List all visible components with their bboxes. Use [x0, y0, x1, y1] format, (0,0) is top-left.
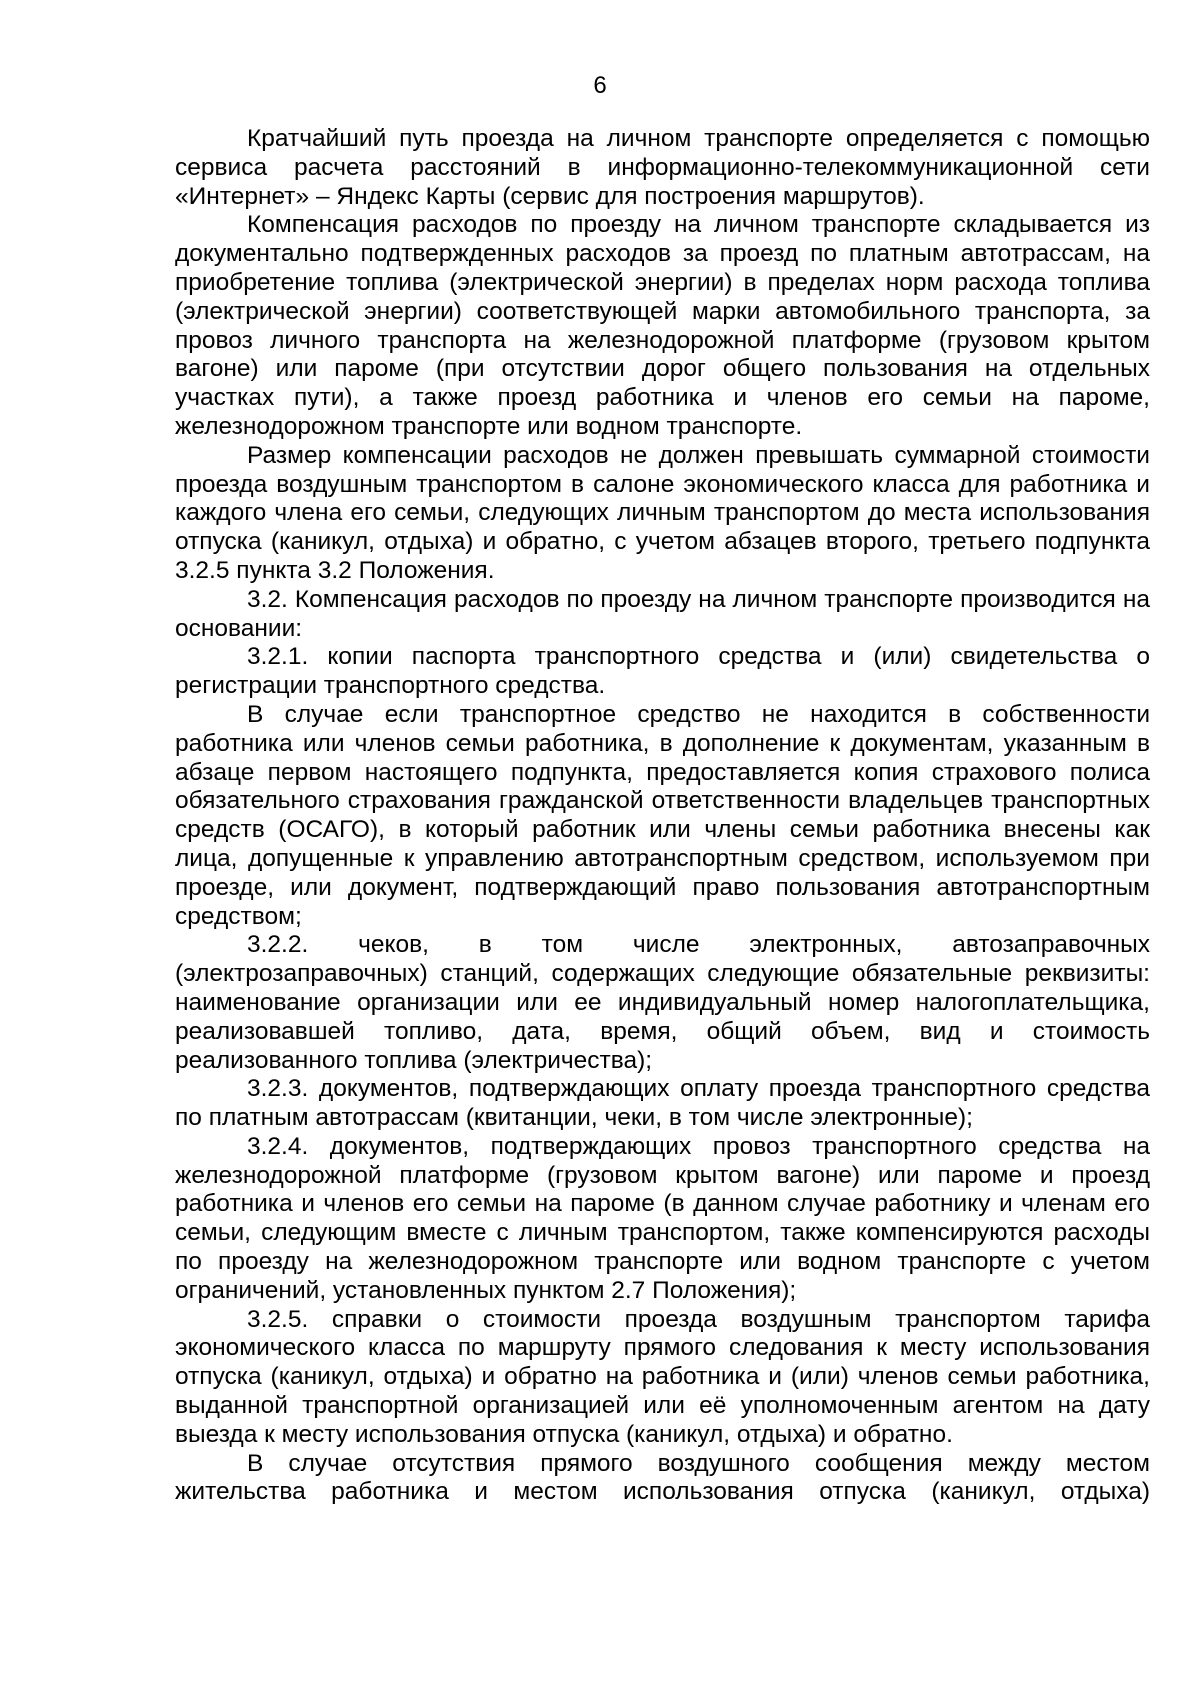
paragraph-compensation-limit: Размер компенсации расходов не должен превышать суммарной стоимости проезда воздушным транспортом в салоне экономического класса для работника и каждого члена его семьи, следующих личным транспортом до места использования отпуска (каникул, отдыха) и обратно, с учетом абзацев второго, третьего подпункта 3.2.5 пункта 3.2 Положения. — [175, 441, 1150, 584]
paragraph-section-3-2: 3.2. Компенсация расходов по проезду на личном транспорте производится на основании: — [175, 585, 1150, 642]
paragraph-compensation-composition: Компенсация расходов по проезду на личном транспорте складывается из документально подтвержденных расходов за проезд по платным автотрассам, на приобретение топлива (электрической энергии) в пределах норм расхода топлива (электрической энергии) соответствующей марки автомобильного транспорта, за провоз личного транспорта на железнодорожной платформе (грузовом крытом вагоне) или пароме (при отсутствии дорог общего пользования на отдельных участках пути), а также проезд работника и членов его семьи на пароме, железнодорожном транспорте или водном транспорте. — [175, 211, 1150, 440]
paragraph-section-3-2-5: 3.2.5. справки о стоимости проезда воздушным транспортом тарифа экономического класса по маршруту прямого следования к месту использования отпуска (каникул, отдыха) и обратно на работника и (или) членов семьи работника, выданной транспортной организацией или её уполномоченным агентом на дату выезда к месту использования отпуска (каникул, отдыха) и обратно. — [175, 1305, 1150, 1448]
paragraph-section-3-2-3: 3.2.3. документов, подтверждающих оплату проезда транспортного средства по платным автотрассам (квитанции, чеки, в том числе электронные); — [175, 1075, 1150, 1132]
paragraph-section-3-2-1: 3.2.1. копии паспорта транспортного средства и (или) свидетельства о регистрации транспортного средства. — [175, 643, 1150, 700]
page-number: 6 — [593, 72, 607, 99]
paragraph-no-direct-flight: В случае отсутствия прямого воздушного сообщения между местом жительства работника и местом использования отпуска (каникул, отдыха) — [175, 1449, 1150, 1506]
paragraph-section-3-2-2: 3.2.2. чеков, в том числе электронных, автозаправочных (электрозаправочных) станций, содержащих следующие обязательные реквизиты: наименование организации или ее индивидуальный номер налогоплательщика, реализовавшей топливо, дата, время, общий объем, вид и стоимость реализованного топлива (электричества); — [175, 931, 1150, 1074]
paragraph-section-3-2-4: 3.2.4. документов, подтверждающих провоз транспортного средства на железнодорожной платформе (грузовом крытом вагоне) или пароме и проезд работника и членов его семьи на пароме (в данном случае работнику и членам его семьи, следующим вместе с личным транспортом, также компенсируются расходы по проезду на железнодорожном транспорте или водном транспорте с учетом ограничений, установленных пунктом 2.7 Положения); — [175, 1132, 1150, 1304]
paragraph-vehicle-not-owned: В случае если транспортное средство не находится в собственности работника или членов семьи работника, в дополнение к документам, указанным в абзаце первом настоящего подпункта, предоставляется копия страхового полиса обязательного страхования гражданской ответственности владельцев транспортных средств (ОСАГО), в который работник или члены семьи работника внесены как лица, допущенные к управлению автотранспортным средством, используемом при проезде, или документ, подтверждающий право пользования автотранспортным средством; — [175, 700, 1150, 930]
paragraph-shortest-route: Кратчайший путь проезда на личном транспорте определяется с помощью сервиса расчета расстояний в информационно-телекоммуникационной сети «Интернет» – Яндекс Карты (сервис для построения маршрутов). — [175, 125, 1150, 210]
document-body — [175, 125, 1150, 1507]
